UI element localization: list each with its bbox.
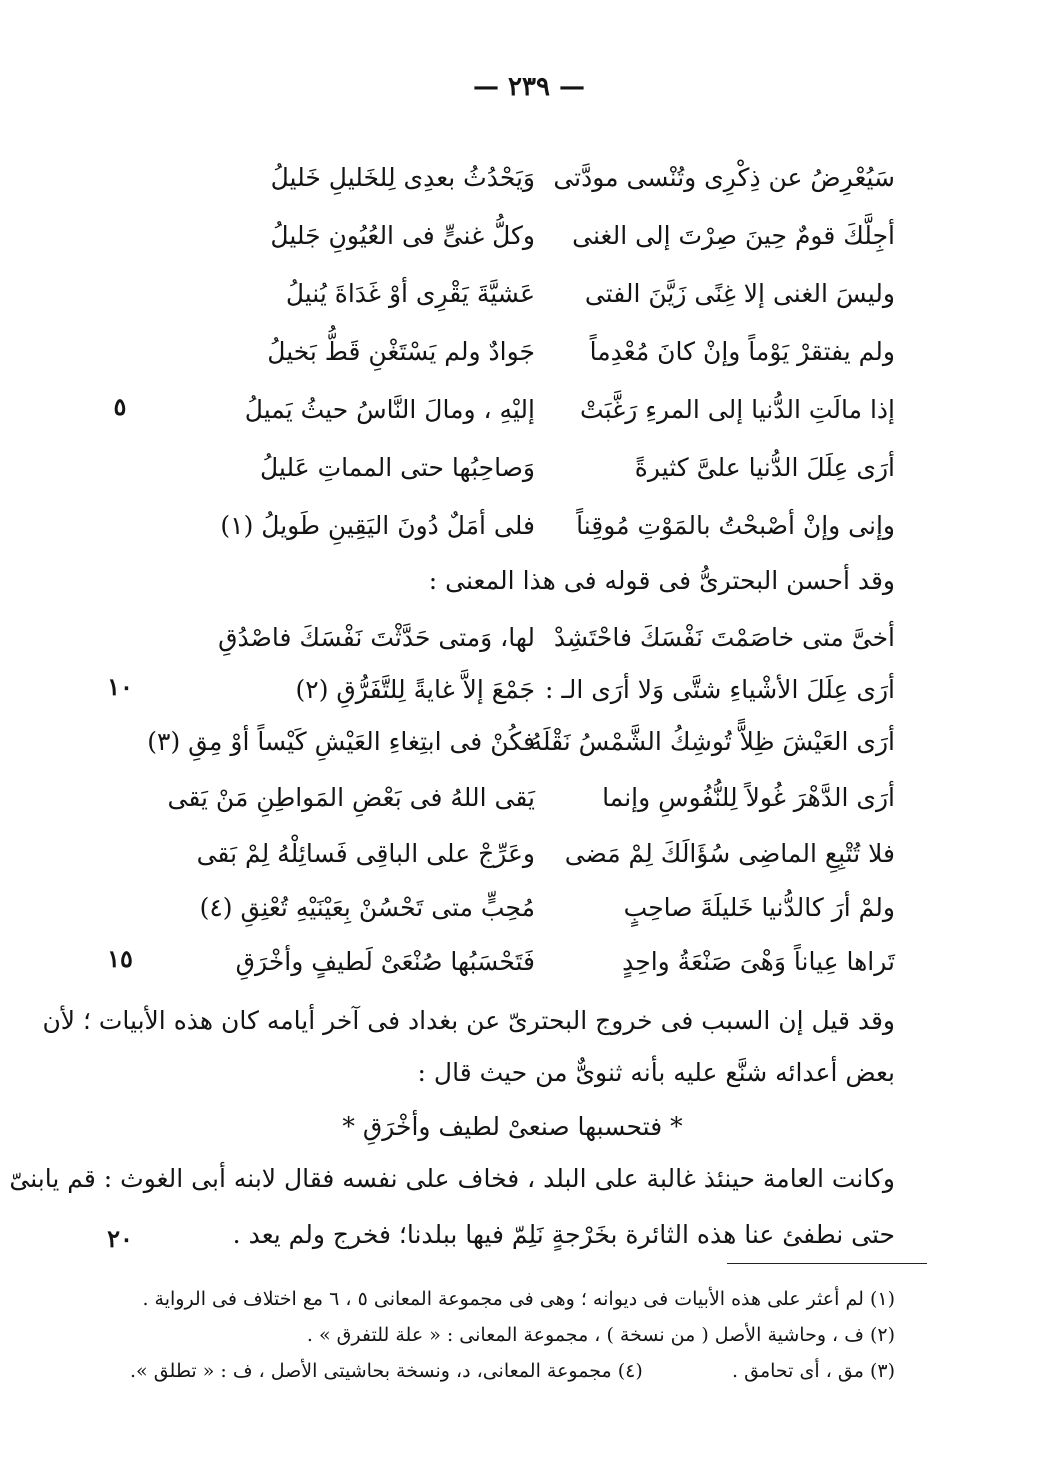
verse-first-hemistich: ولم يفتقرْ يَوْماً وإنْ كانَ مُعْدِماً bbox=[589, 336, 895, 366]
verse-second-hemistich: جَمْعَ إلاَّ غايةً لِلتَّفَرُّقِ (٢) bbox=[295, 674, 535, 704]
verse-first-hemistich: سَيُعْرِضُ عن ذِكْرِى وتُنْسى مودَّتى bbox=[553, 162, 895, 192]
verse-second-hemistich: فلى أمَلٌ دُونَ اليَقِينِ طَويلُ (١) bbox=[220, 510, 535, 540]
verse-first-hemistich: أجِلَّكَ قومٌ حِينَ صِرْتَ إلى الغنى bbox=[572, 220, 895, 250]
verse-second-hemistich: إليْهِ ، ومالَ النَّاسُ حيثُ يَميلُ bbox=[244, 394, 535, 424]
page-number: — ٢٣٩ — bbox=[472, 72, 586, 102]
verse-second-hemistich: عَشيَّةَ يَقْرِى أوْ غَدَاةَ يُنيلُ bbox=[285, 278, 535, 308]
verse-line bbox=[150, 662, 895, 716]
verse-second-hemistich: يَقى اللهُ فى بَعْضِ المَواطِنِ مَنْ يَقى bbox=[167, 782, 535, 812]
verse-line bbox=[150, 266, 895, 320]
line-number: ٥ bbox=[113, 392, 127, 421]
verse-second-hemistich: فَتَحْسَبُها صُنْعَىْ لَطيفٍ وأخْرَقِ bbox=[235, 946, 535, 976]
prose-line: وقد أحسن البحترىُّ فى قوله فى هذا المعنى : bbox=[428, 566, 895, 595]
verse-line bbox=[150, 208, 895, 262]
verse-line bbox=[150, 826, 895, 880]
footnote: (٢) ف ، وحاشية الأصل ( من نسخة ) ، مجموعة المعانى : « علة للتفرق » . bbox=[306, 1324, 895, 1346]
verse-line bbox=[147, 714, 895, 768]
verse-second-hemistich: لها، وَمتى حَدَّثْتَ نَفْسَكَ فاصْدُقِ bbox=[218, 622, 535, 652]
verse-second-hemistich: فكُنْ فى ابتِغاءِ العَيْشِ كَيْساً أوْ مِقِ (٣) bbox=[147, 726, 535, 756]
verse-line bbox=[150, 150, 895, 204]
verse-second-hemistich: وعَرِّجْ على الباقِى فَسائِلْهُ لِمْ بَقى bbox=[196, 838, 535, 868]
verse-first-hemistich: أرَى العَيْشَ ظِلاًّ تُوشِكُ الشَّمْسُ نَقْلَهُ bbox=[529, 726, 895, 756]
prose-line: بعض أعدائه شنَّع عليه بأنه ثنوىٌّ من حيث قال : bbox=[417, 1058, 895, 1087]
verse-line bbox=[150, 498, 895, 552]
verse-first-hemistich: أرَى عِلَلَ الأشْياءِ شتَّى وَلا أرَى الـ : bbox=[545, 674, 895, 704]
verse-line bbox=[150, 934, 895, 988]
footnote-row bbox=[130, 1360, 895, 1382]
verse-line bbox=[150, 382, 895, 436]
verse-line bbox=[150, 610, 895, 664]
verse-first-hemistich: وليسَ الغنى إلا غِنًى زَيَّنَ الفتى bbox=[584, 278, 895, 308]
prose-line: وقد قيل إن السبب فى خروج البحترىّ عن بغداد فى آخر أيامه كان هذه الأبيات ؛ لأن bbox=[42, 1006, 895, 1035]
line-number: ١٥ bbox=[107, 944, 133, 973]
prose-line: حتى نطفئ عنا هذه الثائرة بخَرْجةٍ نَلِمّ فيها ببلدنا؛ فخرج ولم يعد . bbox=[232, 1220, 895, 1249]
verse-second-hemistich: وَصاحِبُها حتى المماتِ عَليلُ bbox=[259, 452, 535, 482]
quoted-hemistich: * فتحسبها صنعىْ لطيف وأخْرَقِ * bbox=[342, 1112, 683, 1141]
verse-second-hemistich: وكلُّ غنىٍّ فى العُيُونِ جَليلُ bbox=[270, 220, 535, 250]
verse-second-hemistich: جَوادٌ ولم يَسْتَغْنِ قَطُّ بَخيلُ bbox=[267, 336, 535, 366]
verse-first-hemistich: أرَى الدَّهْرَ غُولاً لِلنُّفُوسِ وإنما bbox=[602, 782, 895, 812]
verse-first-hemistich: أخىَّ متى خاصَمْتَ نَفْسَكَ فاحْتَشِدْ bbox=[553, 622, 895, 652]
footnote: (٤) مجموعة المعانى، د، ونسخة بحاشيتى الأصل ، ف : « تطلق ». bbox=[130, 1360, 643, 1382]
verse-line bbox=[150, 770, 895, 824]
footnote: (١) لم أعثر على هذه الأبيات فى ديوانه ؛ وهى فى مجموعة المعانى ٥ ، ٦ مع اختلاف فى الرواية . bbox=[142, 1288, 895, 1310]
verse-first-hemistich: إذا مالَتِ الدُّنيا إلى المرءِ رَغَّبَتْ bbox=[580, 394, 895, 424]
verse-first-hemistich: وإنى وإنْ أصْبحْتُ بالمَوْتِ مُوقِناً bbox=[576, 510, 895, 540]
verse-second-hemistich: وَيَحْدُثُ بعدِى لِلخَليلِ خَليلُ bbox=[270, 162, 535, 192]
verse-line bbox=[150, 880, 895, 934]
footnote: (٣) مق ، أى تحامق . bbox=[732, 1360, 895, 1382]
verse-first-hemistich: فلا تُتْبِعِ الماضِى سُؤَالَكَ لِمْ مَضى bbox=[564, 838, 895, 868]
line-number: ١٠ bbox=[107, 672, 133, 701]
verse-second-hemistich: مُحِبٍّ متى تَحْسُنْ بِعَيْنَيْهِ تُعْنِقِ (٤) bbox=[199, 892, 535, 922]
verse-first-hemistich: أرَى عِلَلَ الدُّنيا علىَّ كثيرةً bbox=[634, 452, 895, 482]
verse-line bbox=[150, 324, 895, 378]
verse-first-hemistich: ولمْ أرَ كالدُّنيا خَليلَةَ صاحِبٍ bbox=[623, 892, 895, 922]
line-number: ٢٠ bbox=[107, 1224, 133, 1253]
verse-first-hemistich: تَراها عِياناً وَهْىَ صَنْعَةُ واحِدٍ bbox=[622, 946, 895, 976]
verse-line bbox=[150, 440, 895, 494]
prose-line: وكانت العامة حينئذ غالبة على البلد ، فخاف على نفسه فقال لابنه أبى الغوث : قم يابنىّ bbox=[9, 1164, 895, 1193]
footnote-separator bbox=[727, 1263, 927, 1264]
